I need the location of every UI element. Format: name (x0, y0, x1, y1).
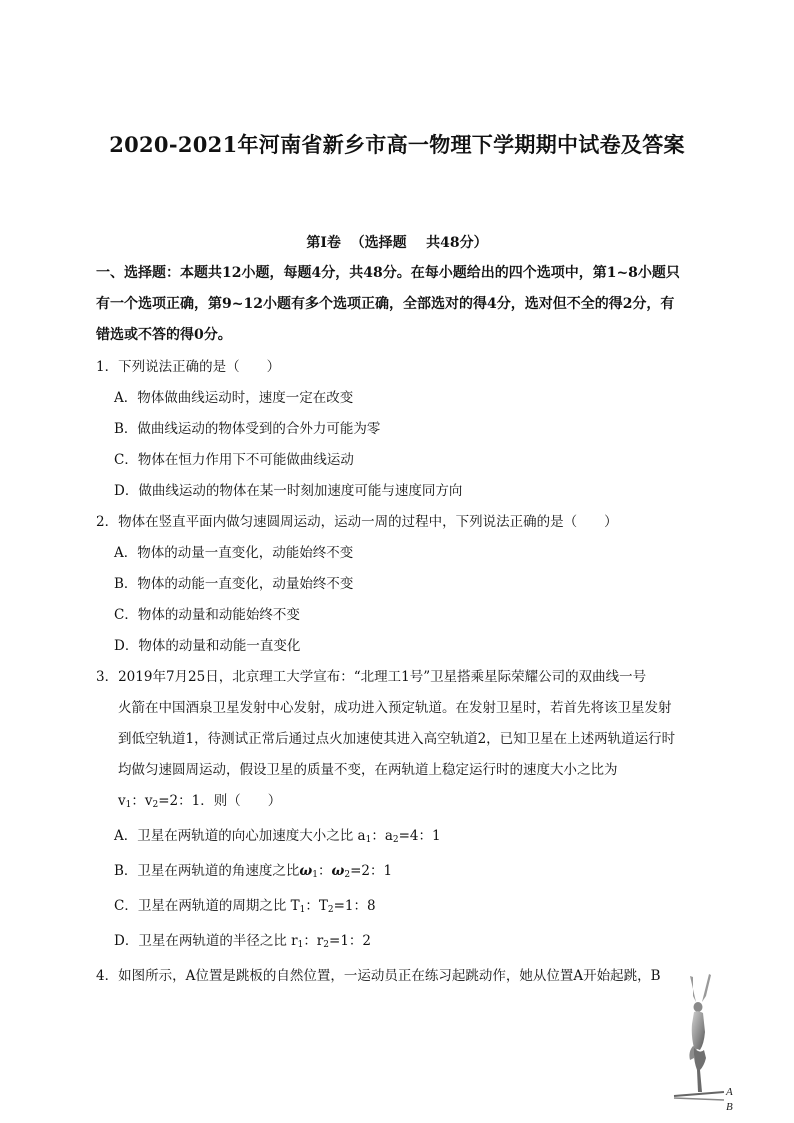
question-stem-line: 到低空轨道1，待测试正常后通过点火加速使其进入高空轨道2，已知卫星在上述两轨道运行时 (118, 731, 676, 747)
question-option: C．物体在恒力作用下不可能做曲线运动 (114, 452, 354, 468)
instructions-block (96, 258, 696, 351)
question-option: B．做曲线运动的物体受到的合外力可能为零 (114, 421, 381, 437)
question-option: C．卫星在两轨道的周期之比 $T_1$：$T_2=1$：8 (114, 898, 376, 915)
question-4 (96, 961, 701, 992)
instructions-line: 有一个选项正确，第9~12小题有多个选项正确，全部选对的得4分，选对但不全的得2分，有 (96, 296, 675, 312)
question-stem: 2．物体在竖直平面内做匀速圆周运动，运动一周的过程中，下列说法正确的是（ ） (96, 514, 618, 530)
question-option: D．卫星在两轨道的半径之比 $r_1$：$r_2=1$：2 (114, 933, 372, 950)
label-b: B (726, 1101, 733, 1113)
question-stem-line: 火箭在中国酒泉卫星发射中心发射，成功进入预定轨道。在发射卫星时，若首先将该卫星发射 (118, 700, 672, 716)
questions-list (96, 352, 701, 992)
question-option: A．卫星在两轨道的向心加速度大小之比 $a_1$：$a_2=4$：1 (114, 828, 441, 845)
instructions-line: 一、选择题：本题共12小题，每题4分，共48分。在每小题给出的四个选项中，第1~8小题只 (96, 265, 680, 281)
label-a: A (726, 1086, 733, 1098)
question-option: A．物体做曲线运动时，速度一定在改变 (114, 390, 354, 406)
instructions-line: 错选或不答的得0分。 (96, 327, 232, 343)
question-option: C．物体的动量和动能始终不变 (114, 607, 300, 623)
section-heading: 第Ⅰ卷 （选择题 共48分） (306, 235, 488, 251)
velocity-ratio-line: $v_1$：$v_2=2$：1．则（ ） (118, 793, 282, 810)
question-option: B．物体的动能一直变化，动量始终不变 (114, 576, 354, 592)
question-stem: 4．如图所示，A位置是跳板的自然位置，一运动员正在练习起跳动作，她从位置A开始起跳，B (96, 968, 661, 984)
question-stem-line: 均做匀速圆周运动，假设卫星的质量不变，在两轨道上稳定运行时的速度大小之比为 (118, 762, 618, 778)
diver-silhouette (689, 974, 711, 1092)
question-option: A．物体的动量一直变化，动能始终不变 (114, 545, 354, 561)
question-option: D．物体的动量和动能一直变化 (114, 638, 301, 654)
exam-title: 2020-2021年河南省新乡市高一物理下学期期中试卷及答案 (109, 132, 685, 157)
question-option: D．做曲线运动的物体在某一时刻加速度可能与速度同方向 (114, 483, 463, 499)
question-2 (96, 507, 701, 662)
springboard (674, 1092, 724, 1096)
question-stem: 1．下列说法正确的是（ ） (96, 359, 281, 375)
diver-springboard-figure (660, 974, 740, 1120)
question-1 (96, 352, 701, 507)
question-option: B．卫星在两轨道的角速度之比$\omega_1$：$\omega_2=2$：1 (114, 863, 393, 880)
question-3 (96, 662, 701, 961)
question-stem: 3．2019年7月25日，北京理工大学宣布：“北理工1号”卫星搭乘星际荣耀公司的双曲线一号 (96, 669, 647, 685)
springboard-lower (674, 1098, 724, 1100)
